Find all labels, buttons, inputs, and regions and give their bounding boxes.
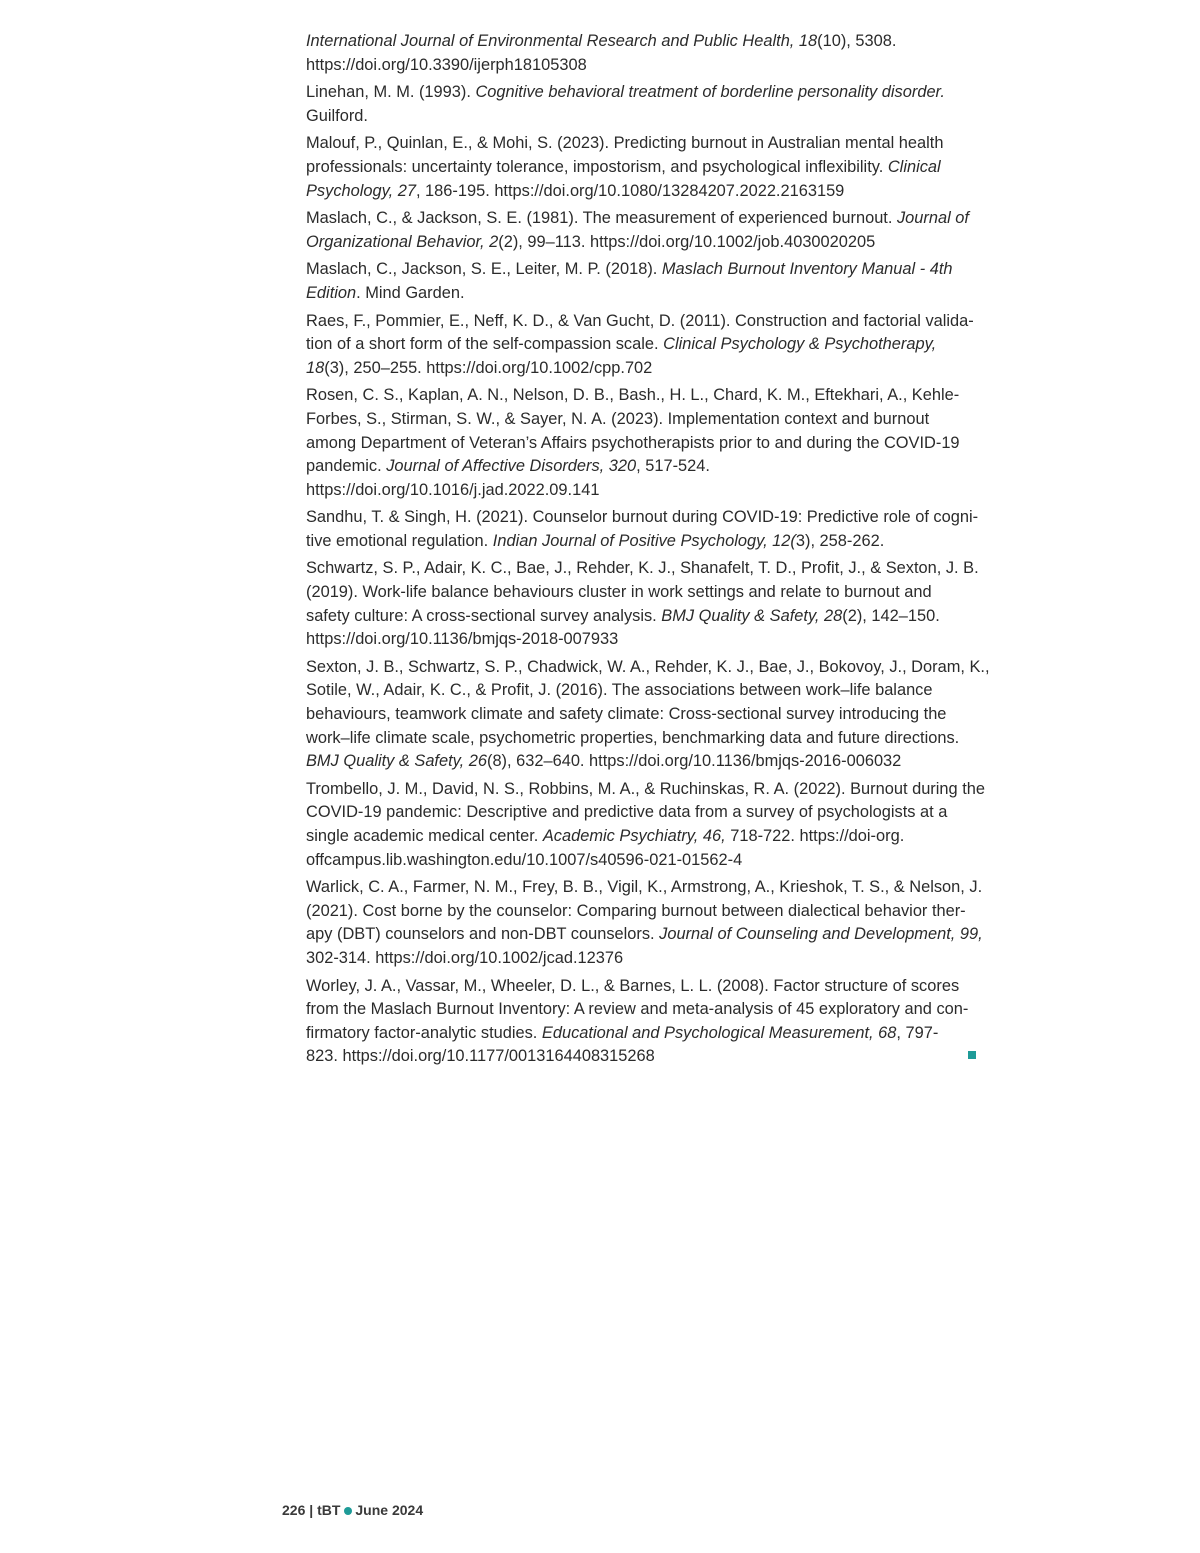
reference-text: Maslach, C., Jackson, S. E., Leiter, M. P. (2018). (306, 260, 662, 279)
reference-text: Sandhu, T. & Singh, H. (2021). Counselor burnout during COVID-19: Predictive role of cogni- (306, 508, 979, 527)
reference-line (306, 727, 978, 751)
reference-line (306, 530, 978, 554)
reference-line (306, 679, 978, 703)
reference-entry (306, 384, 978, 502)
reference-line (306, 506, 978, 530)
reference-line (306, 947, 978, 971)
reference-line (306, 258, 978, 282)
reference-line (306, 180, 978, 204)
reference-line (306, 384, 978, 408)
reference-text: Sexton, J. B., Schwartz, S. P., Chadwick, W. A., Rehder, K. J., Bae, J., Bokovoy, J., Doram, K., (306, 657, 990, 676)
reference-text: (8), 632–640. https://doi.org/10.1136/bmjqs-2016-006032 (486, 752, 902, 771)
reference-text: Sotile, W., Adair, K. C., & Profit, J. (2016). The associations between work–life balance (306, 681, 933, 700)
reference-line (306, 876, 983, 900)
reference-line (306, 923, 983, 947)
reference-italic-text: Educational and Psychological Measurement, 68 (541, 1023, 897, 1042)
reference-text: (10), 5308. (817, 32, 897, 50)
reference-text: from the Maslach Burnout Inventory: A review and meta-analysis of 45 exploratory and con- (306, 1000, 969, 1019)
reference-entry (306, 876, 983, 970)
reference-text: firmatory factor-analytic studies. (306, 1023, 542, 1042)
reference-text: among Department of Veteran’s Affairs psychotherapists prior to and during the COVID-19 (306, 433, 960, 452)
reference-entry (306, 975, 978, 1069)
reference-line (306, 455, 978, 479)
reference-line (306, 849, 978, 873)
reference-text: Rosen, C. S., Kaplan, A. N., Nelson, D. B., Bash., H. L., Chard, K. M., Eftekhari, A., Kehle- (306, 386, 960, 405)
reference-text: 718-722. https://doi-org. (725, 827, 905, 845)
reference-italic-text: Maslach Burnout Inventory Manual - 4th (661, 260, 953, 279)
reference-entry (306, 30, 978, 77)
reference-italic-text: Psychology, 27 (306, 181, 416, 200)
reference-text: https://doi.org/10.1016/j.jad.2022.09.141 (306, 480, 600, 499)
page-number: 226 (282, 1502, 306, 1518)
reference-text: (2021). Cost borne by the counselor: Comparing burnout between dialectical behavior ther- (306, 901, 966, 920)
reference-text: professionals: uncertainty tolerance, impostorism, and psychological inflexibility. (306, 157, 888, 176)
reference-line (306, 1045, 978, 1069)
reference-italic-text: Edition (306, 283, 357, 302)
reference-line (306, 132, 978, 156)
reference-line (306, 801, 978, 825)
reference-text: . Mind Garden. (356, 283, 465, 302)
reference-text: tion of a short form of the self-compassion scale. (306, 335, 664, 354)
reference-italic-text: Organizational Behavior, 2 (306, 232, 499, 251)
reference-line (306, 54, 978, 78)
reference-italic-text: BMJ Quality & Safety, 28 (661, 606, 843, 625)
reference-text: https://doi.org/10.1136/bmjqs-2018-007933 (306, 630, 619, 649)
reference-italic-text: 18 (306, 358, 325, 377)
reference-text: Trombello, J. M., David, N. S., Robbins, M. A., & Ruchinskas, R. A. (2022). Burnout during the (306, 779, 985, 798)
reference-italic-text: Clinical Psychology & Psychotherapy, (663, 335, 937, 354)
reference-italic-text: Clinical (887, 157, 941, 176)
reference-italic-text: BMJ Quality & Safety, 26 (306, 752, 487, 771)
reference-line (306, 408, 978, 432)
reference-italic-text: Academic Psychiatry, 46, (542, 827, 726, 845)
reference-text: safety culture: A cross-sectional survey analysis. (306, 606, 662, 625)
reference-line (306, 432, 978, 456)
footer-separator: | (309, 1502, 314, 1518)
reference-line (306, 1022, 978, 1046)
reference-line (306, 333, 978, 357)
reference-text: apy (DBT) counselors and non-DBT counselors. (306, 925, 660, 944)
reference-text: pandemic. (306, 457, 387, 476)
reference-line (306, 231, 978, 255)
reference-line (306, 975, 978, 999)
reference-text: (3), 250–255. https://doi.org/10.1002/cpp.702 (324, 358, 653, 377)
reference-entry (306, 557, 978, 651)
reference-entry (306, 81, 978, 128)
reference-text: , 797- (896, 1023, 939, 1042)
reference-text: Forbes, S., Stirman, S. W., & Sayer, N. A. (2023). Implementation context and burnout (306, 409, 930, 428)
reference-entry (306, 132, 978, 203)
reference-italic-text: Indian Journal of Positive Psychology, 12( (492, 531, 796, 550)
reference-line (306, 656, 990, 680)
reference-line (306, 310, 978, 334)
reference-line (306, 778, 985, 802)
reference-text: (2), 142–150. (842, 606, 940, 625)
reference-line (306, 479, 978, 503)
issue-date: June 2024 (355, 1502, 424, 1518)
reference-text: Raes, F., Pommier, E., Neff, K. D., & Van Gucht, D. (2011). Construction and factorial valida- (306, 311, 974, 330)
reference-text: Linehan, M. M. (1993). (306, 83, 476, 102)
reference-line (306, 581, 978, 605)
reference-line (306, 105, 978, 129)
reference-italic-text: Journal of Affective Disorders, 320 (386, 457, 637, 476)
reference-text: offcampus.lib.washington.edu/10.1007/s40596-021-01562-4 (306, 850, 743, 869)
reference-text: 823. https://doi.org/10.1177/0013164408315268 (306, 1047, 655, 1066)
reference-text: Warlick, C. A., Farmer, N. M., Frey, B. B., Vigil, K., Armstrong, A., Krieshok, T. S., & Nelson, J. (306, 878, 983, 897)
reference-line (306, 998, 978, 1022)
reference-entry (306, 778, 985, 872)
reference-italic-text: International Journal of Environmental Research and Public Health, 18 (306, 32, 818, 50)
reference-text: Worley, J. A., Vassar, M., Wheeler, D. L., & Barnes, L. L. (2008). Factor structure of scores (306, 976, 960, 995)
journal-name: tBT (317, 1502, 341, 1518)
reference-text: , 517-524. (636, 457, 710, 476)
reference-italic-text: Journal of Counseling and Development, 99, (659, 925, 983, 944)
reference-italic-text: Journal of (896, 209, 969, 228)
reference-entry (306, 258, 978, 305)
reference-text: Maslach, C., & Jackson, S. E. (1981). The measurement of experienced burnout. (306, 209, 897, 228)
reference-text: 302-314. https://doi.org/10.1002/jcad.12376 (306, 948, 624, 967)
reference-line (306, 703, 978, 727)
reference-line (306, 825, 978, 849)
reference-text: (2), 99–113. https://doi.org/10.1002/job.4030020205 (498, 232, 876, 251)
reference-text: 3), 258-262. (795, 531, 885, 550)
reference-text: https://doi.org/10.3390/ijerph18105308 (306, 55, 587, 74)
reference-text: Malouf, P., Quinlan, E., & Mohi, S. (2023). Predicting burnout in Australian mental health (306, 134, 944, 153)
reference-text: , 186-195. https://doi.org/10.1080/13284207.2022.2163159 (415, 181, 845, 200)
reference-text: work–life climate scale, psychometric properties, benchmarking data and future directions. (306, 728, 960, 747)
reference-line (306, 207, 978, 231)
reference-text: (2019). Work-life balance behaviours cluster in work settings and relate to burnout and (306, 583, 932, 602)
reference-text: single academic medical center. (306, 827, 543, 845)
footer-dot-icon (344, 1507, 352, 1515)
reference-italic-text: Cognitive behavioral treatment of borderline personality disorder. (475, 83, 945, 102)
reference-entry (306, 310, 978, 381)
end-of-article-marker (968, 1051, 976, 1059)
reference-line (306, 30, 978, 54)
reference-line (306, 750, 978, 774)
reference-entry (306, 207, 978, 254)
reference-line (306, 357, 978, 381)
reference-text: Schwartz, S. P., Adair, K. C., Bae, J., Rehder, K. J., Shanafelt, T. D., Profit, J., & Sexton, J. B. (306, 559, 979, 578)
reference-list (306, 30, 990, 1073)
reference-entry (306, 506, 978, 553)
reference-line (306, 81, 978, 105)
reference-line (306, 900, 978, 924)
reference-text: behaviours, teamwork climate and safety climate: Cross-sectional survey introducing the (306, 705, 947, 724)
page-footer (282, 1502, 423, 1518)
reference-line (306, 605, 978, 629)
reference-text: COVID-19 pandemic: Descriptive and predictive data from a survey of psychologists at a (306, 803, 948, 822)
reference-line (306, 557, 978, 581)
reference-text: tive emotional regulation. (306, 531, 493, 550)
reference-line (306, 156, 978, 180)
reference-line (306, 628, 978, 652)
reference-line (306, 282, 978, 306)
reference-text: Guilford. (306, 106, 368, 125)
reference-entry (306, 656, 990, 774)
